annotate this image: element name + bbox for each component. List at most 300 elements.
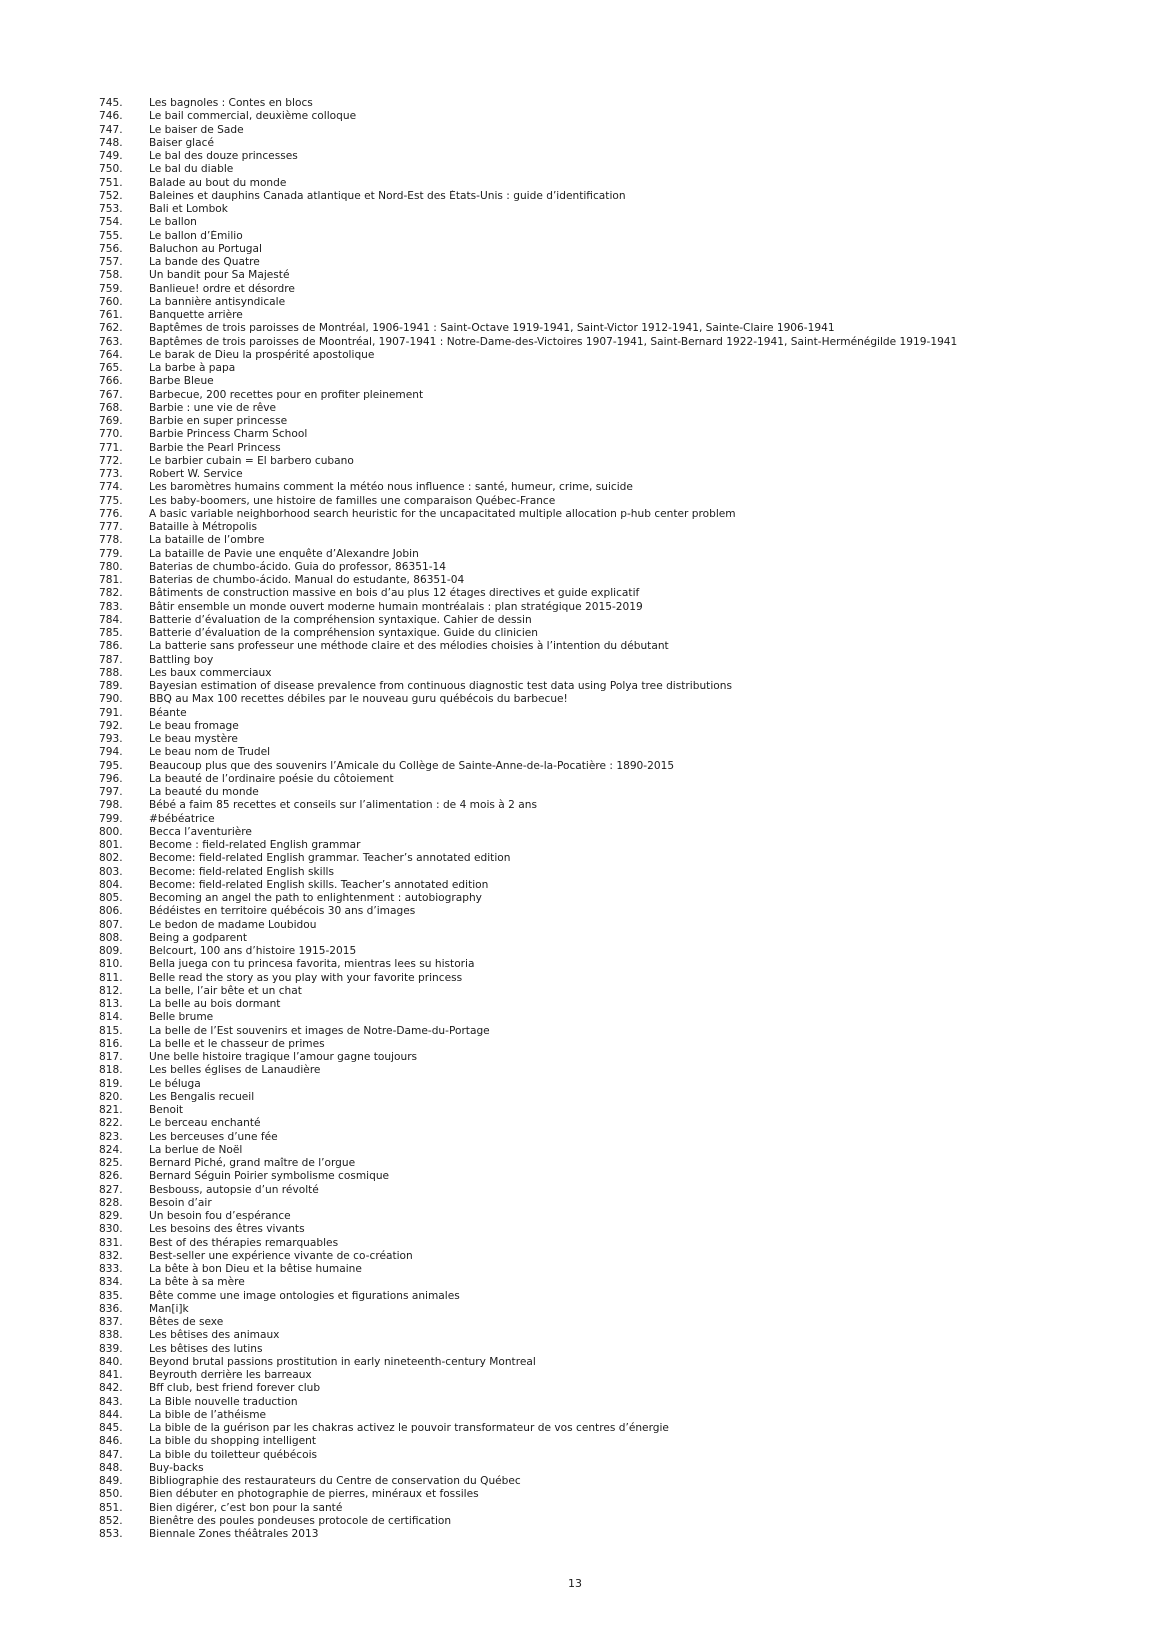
entry-number: 795. bbox=[99, 759, 123, 772]
list-item bbox=[99, 773, 1119, 786]
entry-number: 780. bbox=[99, 560, 123, 573]
list-item bbox=[99, 309, 1119, 322]
entry-title: Barbie the Pearl Princess bbox=[149, 441, 281, 454]
entry-title: La bête à bon Dieu et la bêtise humaine bbox=[149, 1263, 362, 1275]
list-item bbox=[99, 574, 1119, 587]
entry-number: 804. bbox=[99, 878, 123, 891]
entry-number: 850. bbox=[99, 1488, 123, 1501]
entry-number: 778. bbox=[99, 534, 123, 547]
entry-number: 839. bbox=[99, 1342, 123, 1355]
list-item bbox=[99, 1356, 1119, 1369]
entry-number: 827. bbox=[99, 1183, 123, 1196]
entry-number: 799. bbox=[99, 812, 123, 825]
entry-title: Les Bengalis recueil bbox=[149, 1090, 255, 1103]
entry-title: Barbie Princess Charm School bbox=[149, 428, 308, 441]
list-item bbox=[99, 428, 1119, 441]
entry-title: Le bal des douze princesses bbox=[149, 150, 298, 162]
list-item bbox=[99, 945, 1119, 958]
entry-number: 756. bbox=[99, 242, 123, 255]
entry-title: Barbecue, 200 recettes pour en profiter pleinement bbox=[149, 388, 424, 401]
entry-title: Becca l’aventurière bbox=[149, 825, 252, 838]
entry-number: 794. bbox=[99, 746, 123, 759]
list-item bbox=[99, 1104, 1119, 1117]
list-item bbox=[99, 336, 1119, 349]
entry-number: 754. bbox=[99, 216, 123, 229]
list-item bbox=[99, 256, 1119, 269]
list-item bbox=[99, 932, 1119, 945]
entry-number: 848. bbox=[99, 1461, 123, 1474]
entry-number: 766. bbox=[99, 375, 123, 388]
list-item bbox=[99, 296, 1119, 309]
entry-number: 800. bbox=[99, 825, 123, 838]
entry-title: Besbouss, autopsie d’un révolté bbox=[149, 1183, 319, 1196]
entry-title: Bataille à Métropolis bbox=[149, 521, 258, 533]
entry-title: La Bible nouvelle traduction bbox=[149, 1395, 298, 1408]
entry-title: BBQ au Max 100 recettes débiles par le nouveau guru québécois du barbecue! bbox=[149, 693, 568, 706]
entry-number: 792. bbox=[99, 719, 123, 732]
list-item bbox=[99, 985, 1119, 998]
list-item bbox=[99, 415, 1119, 428]
list-item bbox=[99, 746, 1119, 759]
list-item bbox=[99, 1237, 1119, 1250]
entry-title: La bible de l’athéisme bbox=[149, 1408, 267, 1421]
list-item bbox=[99, 852, 1119, 865]
list-item bbox=[99, 1462, 1119, 1475]
list-item bbox=[99, 1435, 1119, 1448]
entry-number: 770. bbox=[99, 428, 123, 441]
entry-title: Belle brume bbox=[149, 1011, 214, 1024]
list-item bbox=[99, 1011, 1119, 1024]
entry-title: Baptêmes de trois paroisses de Moontréal, 1907-1941 : Notre-Dame-des-Victoires 1907-1941, Saint-Bernard 1922-1941, Saint-Herménégilde 1919-1941 bbox=[149, 335, 958, 348]
list-item bbox=[99, 362, 1119, 375]
list-item bbox=[99, 534, 1119, 547]
list-item bbox=[99, 786, 1119, 799]
entry-title: La bible du toiletteur québécois bbox=[149, 1448, 318, 1461]
entry-title: Bâtir ensemble un monde ouvert moderne humain montréalais : plan stratégique 2015-2019 bbox=[149, 600, 643, 613]
entry-number: 853. bbox=[99, 1528, 123, 1540]
entry-number: 849. bbox=[99, 1475, 123, 1487]
entry-number: 797. bbox=[99, 786, 123, 798]
entry-title: Bella juega con tu princesa favorita, mientras lees su historia bbox=[149, 958, 475, 971]
entry-title: Le bal du diable bbox=[149, 163, 234, 176]
entry-title: Le barak de Dieu la prospérité apostolique bbox=[149, 348, 375, 361]
entry-number: 823. bbox=[99, 1130, 123, 1143]
list-item bbox=[99, 1263, 1119, 1276]
list-item bbox=[99, 919, 1119, 932]
list-item bbox=[99, 1369, 1119, 1382]
entry-title: Les besoins des êtres vivants bbox=[149, 1223, 305, 1236]
entry-number: 793. bbox=[99, 733, 123, 745]
entry-title: Become: field-related English skills bbox=[149, 865, 335, 878]
entry-number: 772. bbox=[99, 454, 123, 467]
list-item bbox=[99, 1488, 1119, 1501]
list-item bbox=[99, 1276, 1119, 1289]
entry-title: Les baby-boomers, une histoire de familles une comparaison Québec-France bbox=[149, 494, 556, 507]
list-item bbox=[99, 1210, 1119, 1223]
entry-number: 787. bbox=[99, 653, 123, 666]
list-item bbox=[99, 508, 1119, 521]
entry-title: Bernard Piché, grand maître de l’orgue bbox=[149, 1157, 356, 1169]
entry-number: 851. bbox=[99, 1501, 123, 1514]
entry-number: 752. bbox=[99, 189, 123, 202]
entry-number: 842. bbox=[99, 1382, 123, 1395]
entry-number: 788. bbox=[99, 666, 123, 679]
entry-number: 824. bbox=[99, 1143, 123, 1156]
entry-title: Batterie d’évaluation de la compréhension syntaxique. Guide du clinicien bbox=[149, 627, 539, 639]
entry-title: Beyond brutal passions prostitution in early nineteenth-century Montreal bbox=[149, 1355, 536, 1368]
entry-number: 826. bbox=[99, 1170, 123, 1183]
entry-title: Bibliographie des restaurateurs du Centre de conservation du Québec bbox=[149, 1475, 521, 1487]
entry-number: 785. bbox=[99, 627, 123, 639]
entry-number: 841. bbox=[99, 1369, 123, 1381]
entry-list bbox=[99, 97, 1119, 1541]
entry-title: Robert W. Service bbox=[149, 468, 243, 480]
list-item bbox=[99, 389, 1119, 402]
entry-title: Become : field-related English grammar bbox=[149, 839, 361, 851]
entry-title: La bande des Quatre bbox=[149, 256, 260, 268]
entry-title: Baleines et dauphins Canada atlantique et Nord-Est des États-Unis : guide d’identification bbox=[149, 189, 626, 202]
entry-title: Le beau fromage bbox=[149, 719, 239, 732]
entry-title: Battling boy bbox=[149, 653, 214, 666]
entry-title: Les berceuses d’une fée bbox=[149, 1130, 278, 1143]
entry-title: Bêtes de sexe bbox=[149, 1316, 224, 1328]
list-item bbox=[99, 1197, 1119, 1210]
entry-title: Le baiser de Sade bbox=[149, 123, 244, 136]
list-item bbox=[99, 283, 1119, 296]
list-item bbox=[99, 322, 1119, 335]
list-item bbox=[99, 667, 1119, 680]
list-item bbox=[99, 839, 1119, 852]
entry-title: La bannière antisyndicale bbox=[149, 295, 286, 308]
list-item bbox=[99, 1290, 1119, 1303]
entry-title: Barbe Bleue bbox=[149, 375, 214, 388]
entry-number: 749. bbox=[99, 150, 123, 162]
entry-number: 835. bbox=[99, 1289, 123, 1302]
entry-number: 811. bbox=[99, 971, 123, 984]
list-item bbox=[99, 640, 1119, 653]
list-item bbox=[99, 481, 1119, 494]
list-item bbox=[99, 216, 1119, 229]
list-item bbox=[99, 349, 1119, 362]
entry-number: 765. bbox=[99, 362, 123, 374]
list-item bbox=[99, 1250, 1119, 1263]
entry-number: 802. bbox=[99, 852, 123, 865]
list-item bbox=[99, 1184, 1119, 1197]
entry-title: Become: field-related English skills. Teacher’s annotated edition bbox=[149, 878, 489, 891]
entry-number: 819. bbox=[99, 1077, 123, 1090]
entry-title: Batterie d’évaluation de la compréhension syntaxique. Cahier de dessin bbox=[149, 613, 532, 626]
entry-number: 808. bbox=[99, 931, 123, 944]
list-item bbox=[99, 1064, 1119, 1077]
list-item bbox=[99, 879, 1119, 892]
entry-title: La berlue de Noël bbox=[149, 1143, 243, 1156]
entry-title: Beaucoup plus que des souvenirs l’Amicale du Collège de Sainte-Anne-de-la-Pocatière : 1890-2015 bbox=[149, 759, 675, 772]
entry-number: 817. bbox=[99, 1051, 123, 1063]
entry-title: Barbie en super princesse bbox=[149, 415, 288, 427]
entry-number: 747. bbox=[99, 123, 123, 136]
entry-number: 809. bbox=[99, 945, 123, 957]
entry-number: 803. bbox=[99, 865, 123, 878]
entry-number: 831. bbox=[99, 1236, 123, 1249]
entry-number: 768. bbox=[99, 401, 123, 414]
list-item bbox=[99, 1396, 1119, 1409]
entry-title: La bataille de l’ombre bbox=[149, 534, 265, 547]
list-item bbox=[99, 614, 1119, 627]
entry-title: Bédéistes en territoire québécois 30 ans d’images bbox=[149, 905, 416, 918]
entry-number: 834. bbox=[99, 1276, 123, 1289]
list-item bbox=[99, 1382, 1119, 1395]
entry-number: 786. bbox=[99, 640, 123, 653]
entry-number: 783. bbox=[99, 600, 123, 613]
list-item bbox=[99, 627, 1119, 640]
entry-number: 789. bbox=[99, 680, 123, 692]
entry-title: La bible de la guérison par les chakras activez le pouvoir transformateur de vos centres d’énergie bbox=[149, 1422, 669, 1434]
entry-title: Beyrouth derrière les barreaux bbox=[149, 1369, 312, 1381]
entry-title: Un bandit pour Sa Majesté bbox=[149, 269, 290, 282]
entry-number: 764. bbox=[99, 348, 123, 361]
entry-title: Banquette arrière bbox=[149, 309, 243, 321]
list-item bbox=[99, 1515, 1119, 1528]
list-item bbox=[99, 442, 1119, 455]
list-item bbox=[99, 680, 1119, 693]
entry-title: Baterias de chumbo-ácido. Guia do professor, 86351-14 bbox=[149, 560, 447, 573]
entry-number: 812. bbox=[99, 984, 123, 997]
list-item bbox=[99, 826, 1119, 839]
entry-title: Baptêmes de trois paroisses de Montréal, 1906-1941 : Saint-Octave 1919-1941, Saint-Victor 1912-1941, Sainte-Claire 1906-1941 bbox=[149, 322, 835, 335]
list-item bbox=[99, 110, 1119, 123]
entry-number: 816. bbox=[99, 1037, 123, 1050]
entry-number: 843. bbox=[99, 1395, 123, 1408]
entry-number: 746. bbox=[99, 110, 123, 123]
list-item bbox=[99, 1091, 1119, 1104]
entry-title: Bernard Séguin Poirier symbolisme cosmique bbox=[149, 1170, 390, 1183]
list-item bbox=[99, 1409, 1119, 1422]
list-item bbox=[99, 124, 1119, 137]
list-item bbox=[99, 177, 1119, 190]
entry-number: 830. bbox=[99, 1223, 123, 1236]
entry-number: 791. bbox=[99, 706, 123, 719]
entry-title: Bébé a faim 85 recettes et conseils sur l’alimentation : de 4 mois à 2 ans bbox=[149, 799, 537, 812]
list-item bbox=[99, 998, 1119, 1011]
entry-title: Become: field-related English grammar. Teacher’s annotated edition bbox=[149, 852, 511, 865]
entry-title: Baluchon au Portugal bbox=[149, 242, 262, 255]
entry-number: 790. bbox=[99, 693, 123, 706]
entry-title: A basic variable neighborhood search heuristic for the uncapacitated multiple allocation p-hub center problem bbox=[149, 507, 736, 520]
list-item bbox=[99, 1170, 1119, 1183]
list-item bbox=[99, 1343, 1119, 1356]
entry-number: 760. bbox=[99, 295, 123, 308]
entry-number: 825. bbox=[99, 1157, 123, 1169]
entry-number: 807. bbox=[99, 918, 123, 931]
entry-number: 751. bbox=[99, 176, 123, 189]
entry-number: 806. bbox=[99, 905, 123, 918]
list-item bbox=[99, 230, 1119, 243]
entry-title: Man[i]k bbox=[149, 1302, 189, 1315]
list-item bbox=[99, 468, 1119, 481]
entry-title: Being a godparent bbox=[149, 931, 248, 944]
entry-title: Becoming an angel the path to enlightenment : autobiography bbox=[149, 892, 482, 904]
entry-title: Besoin d’air bbox=[149, 1196, 212, 1209]
entry-title: Le ballon d’Émilio bbox=[149, 229, 243, 242]
entry-title: La beauté de l’ordinaire poésie du côtoiement bbox=[149, 772, 394, 785]
entry-title: Béante bbox=[149, 706, 187, 719]
list-item bbox=[99, 1078, 1119, 1091]
entry-number: 796. bbox=[99, 772, 123, 785]
entry-number: 833. bbox=[99, 1263, 123, 1275]
list-item bbox=[99, 707, 1119, 720]
list-item bbox=[99, 97, 1119, 110]
entry-number: 784. bbox=[99, 613, 123, 626]
entry-title: La belle et le chasseur de primes bbox=[149, 1037, 325, 1050]
entry-number: 844. bbox=[99, 1408, 123, 1421]
list-item bbox=[99, 972, 1119, 985]
entry-title: Baiser glacé bbox=[149, 136, 214, 149]
list-item bbox=[99, 866, 1119, 879]
entry-number: 829. bbox=[99, 1210, 123, 1222]
entry-number: 761. bbox=[99, 309, 123, 321]
entry-title: Les belles églises de Lanaudière bbox=[149, 1064, 321, 1077]
list-item bbox=[99, 693, 1119, 706]
entry-number: 846. bbox=[99, 1435, 123, 1448]
entry-number: 815. bbox=[99, 1024, 123, 1037]
list-item bbox=[99, 1475, 1119, 1488]
list-item bbox=[99, 561, 1119, 574]
entry-title: Le bedon de madame Loubidou bbox=[149, 918, 317, 931]
list-item bbox=[99, 1131, 1119, 1144]
list-item bbox=[99, 150, 1119, 163]
entry-title: Banlieue! ordre et désordre bbox=[149, 282, 295, 295]
list-item bbox=[99, 1449, 1119, 1462]
entry-title: La barbe à papa bbox=[149, 362, 236, 374]
list-item bbox=[99, 799, 1119, 812]
page-number: 13 bbox=[568, 1577, 582, 1590]
entry-number: 775. bbox=[99, 494, 123, 507]
entry-number: 801. bbox=[99, 839, 123, 851]
entry-title: Bff club, best friend forever club bbox=[149, 1382, 321, 1395]
entry-number: 814. bbox=[99, 1011, 123, 1024]
entry-number: 776. bbox=[99, 507, 123, 520]
entry-title: Le bail commercial, deuxième colloque bbox=[149, 110, 357, 123]
list-item bbox=[99, 203, 1119, 216]
list-item bbox=[99, 137, 1119, 150]
entry-number: 750. bbox=[99, 163, 123, 176]
entry-number: 840. bbox=[99, 1355, 123, 1368]
list-item bbox=[99, 243, 1119, 256]
entry-title: Bayesian estimation of disease prevalence from continuous diagnostic test data using Polya tree distributions bbox=[149, 680, 732, 692]
entry-number: 773. bbox=[99, 468, 123, 480]
list-item bbox=[99, 1051, 1119, 1064]
entry-title: Le beau mystère bbox=[149, 733, 238, 745]
entry-title: Bête comme une image ontologies et figurations animales bbox=[149, 1289, 460, 1302]
entry-title: Un besoin fou d’espérance bbox=[149, 1210, 291, 1222]
entry-number: 810. bbox=[99, 958, 123, 971]
entry-title: La bible du shopping intelligent bbox=[149, 1435, 316, 1448]
entry-title: Les bêtises des animaux bbox=[149, 1329, 280, 1342]
entry-number: 832. bbox=[99, 1249, 123, 1262]
list-item bbox=[99, 760, 1119, 773]
list-item bbox=[99, 601, 1119, 614]
entry-number: 753. bbox=[99, 203, 123, 215]
entry-number: 828. bbox=[99, 1196, 123, 1209]
entry-number: 781. bbox=[99, 574, 123, 586]
entry-number: 779. bbox=[99, 547, 123, 560]
entry-title: Best of des thérapies remarquables bbox=[149, 1236, 339, 1249]
list-item bbox=[99, 1223, 1119, 1236]
entry-number: 757. bbox=[99, 256, 123, 268]
list-item bbox=[99, 905, 1119, 918]
list-item bbox=[99, 720, 1119, 733]
list-item bbox=[99, 1502, 1119, 1515]
entry-number: 758. bbox=[99, 269, 123, 282]
entry-title: Le béluga bbox=[149, 1077, 201, 1090]
list-item bbox=[99, 1316, 1119, 1329]
entry-number: 759. bbox=[99, 282, 123, 295]
entry-title: Baterias de chumbo-ácido. Manual do estudante, 86351-04 bbox=[149, 574, 465, 586]
list-item bbox=[99, 190, 1119, 203]
list-item bbox=[99, 1157, 1119, 1170]
list-item bbox=[99, 958, 1119, 971]
entry-number: 820. bbox=[99, 1090, 123, 1103]
entry-title: La belle au bois dormant bbox=[149, 998, 281, 1010]
list-item bbox=[99, 813, 1119, 826]
entry-number: 755. bbox=[99, 229, 123, 242]
entry-number: 798. bbox=[99, 799, 123, 812]
entry-number: 821. bbox=[99, 1104, 123, 1116]
list-item bbox=[99, 163, 1119, 176]
list-item bbox=[99, 402, 1119, 415]
entry-number: 805. bbox=[99, 892, 123, 904]
list-item bbox=[99, 1117, 1119, 1130]
list-item bbox=[99, 892, 1119, 905]
list-item bbox=[99, 733, 1119, 746]
entry-title: Bali et Lombok bbox=[149, 203, 228, 215]
entry-number: 837. bbox=[99, 1316, 123, 1328]
entry-title: Buy-backs bbox=[149, 1461, 204, 1474]
entry-number: 847. bbox=[99, 1448, 123, 1461]
entry-number: 777. bbox=[99, 521, 123, 533]
entry-number: 852. bbox=[99, 1514, 123, 1527]
entry-title: Les bagnoles : Contes en blocs bbox=[149, 97, 313, 109]
entry-title: Belcourt, 100 ans d’histoire 1915-2015 bbox=[149, 945, 357, 957]
entry-title: Biennale Zones théâtrales 2013 bbox=[149, 1528, 319, 1540]
entry-title: Bâtiments de construction massive en bois d’au plus 12 étages directives et guide explicatif bbox=[149, 587, 640, 600]
entry-title: Bien débuter en photographie de pierres, minéraux et fossiles bbox=[149, 1488, 479, 1501]
entry-title: Balade au bout du monde bbox=[149, 176, 287, 189]
list-item bbox=[99, 521, 1119, 534]
entry-title: Benoit bbox=[149, 1104, 184, 1116]
entry-number: 813. bbox=[99, 998, 123, 1010]
entry-number: 745. bbox=[99, 97, 123, 109]
list-item bbox=[99, 1329, 1119, 1342]
list-item bbox=[99, 495, 1119, 508]
list-item bbox=[99, 455, 1119, 468]
entry-title: Le berceau enchanté bbox=[149, 1117, 261, 1130]
entry-title: La batterie sans professeur une méthode claire et des mélodies choisies à l’intention du débutant bbox=[149, 640, 669, 653]
entry-number: 748. bbox=[99, 136, 123, 149]
entry-number: 774. bbox=[99, 481, 123, 494]
list-item bbox=[99, 654, 1119, 667]
entry-title: Belle read the story as you play with your favorite princess bbox=[149, 971, 463, 984]
list-item bbox=[99, 1144, 1119, 1157]
entry-title: Le ballon bbox=[149, 216, 197, 229]
entry-title: La beauté du monde bbox=[149, 786, 259, 798]
entry-title: Les bêtises des lutins bbox=[149, 1342, 263, 1355]
entry-title: Le barbier cubain = El barbero cubano bbox=[149, 454, 354, 467]
list-item bbox=[99, 1528, 1119, 1541]
entry-title: Bienêtre des poules pondeuses protocole de certification bbox=[149, 1514, 452, 1527]
entry-title: Une belle histoire tragique l’amour gagne toujours bbox=[149, 1051, 418, 1063]
entry-number: 763. bbox=[99, 335, 123, 348]
